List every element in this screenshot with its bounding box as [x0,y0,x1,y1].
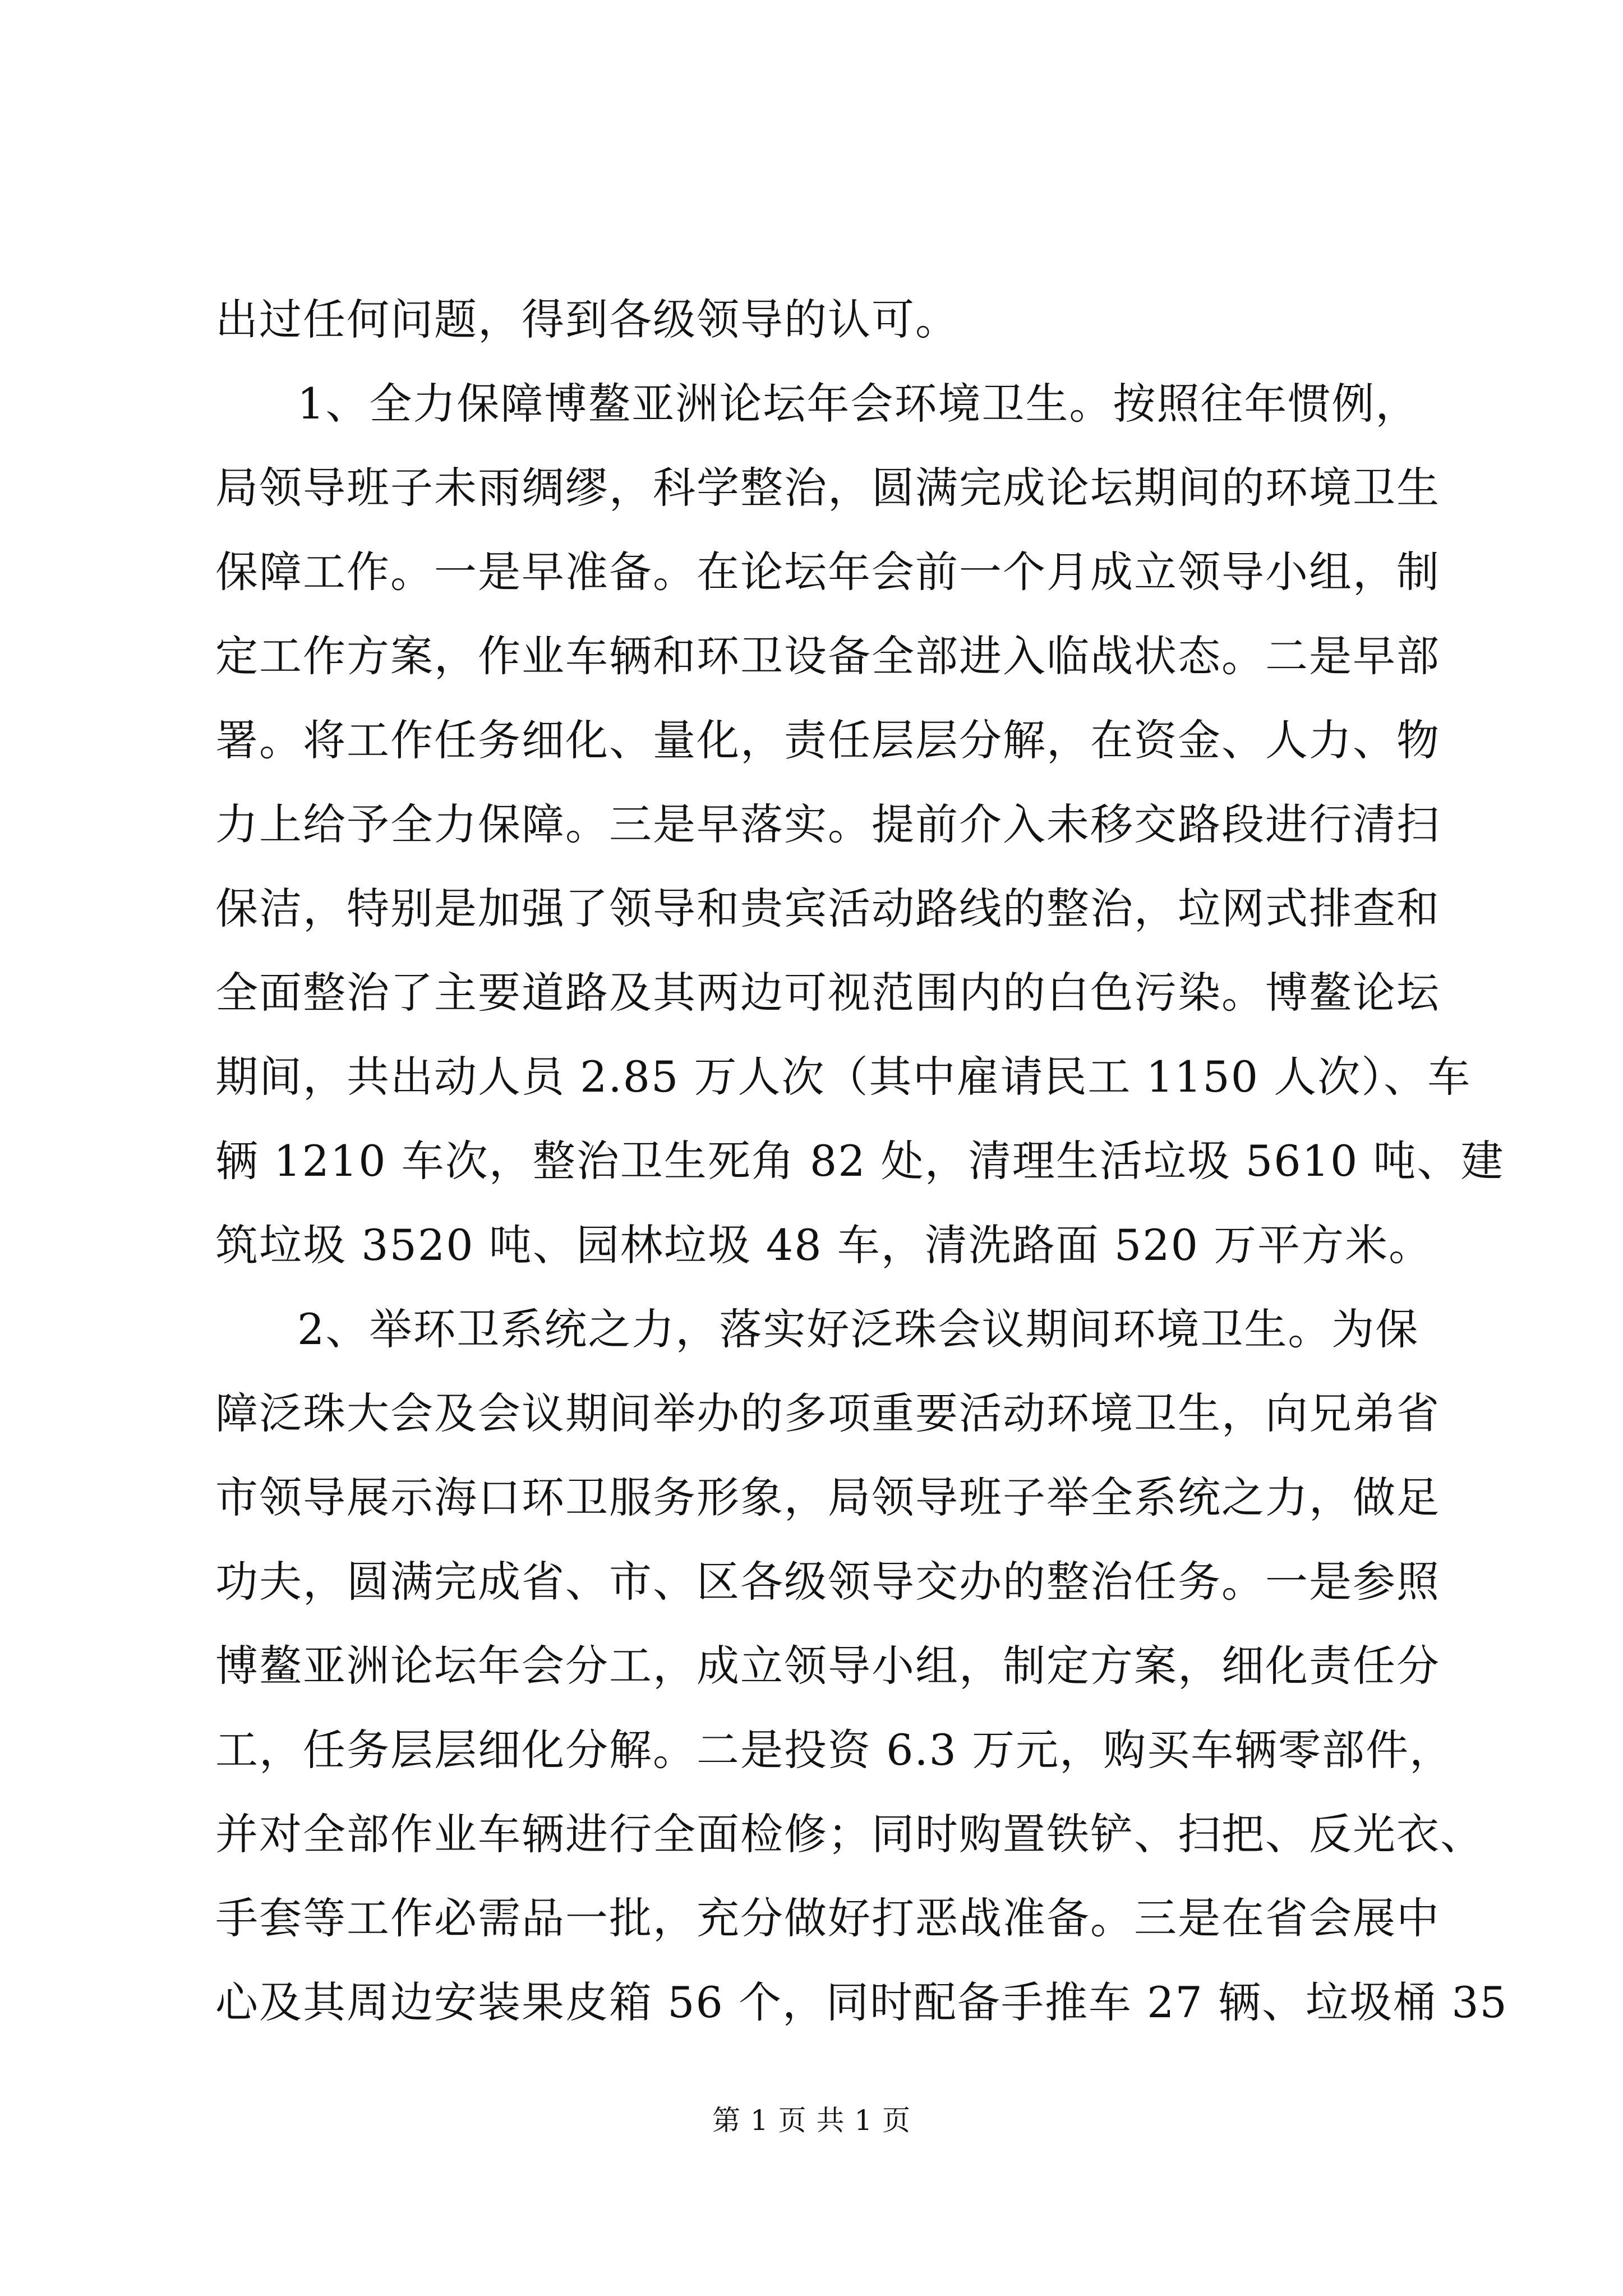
paragraph-line: 2、举环卫系统之力，落实好泛珠会议期间环境卫生。为保 [297,1304,1419,1354]
page-footer [0,2101,1623,2140]
paragraph-line: 辆 1210 车次，整治卫生死角 82 处，清理生活垃圾 5610 吨、建 [215,1136,1505,1186]
paragraph-line: 并对全部作业车辆进行全面检修；同时购置铁铲、扫把、反光衣、 [215,1809,1484,1859]
paragraph-line: 出过任何问题，得到各级领导的认可。 [215,295,959,344]
paragraph-line: 保洁，特别是加强了领导和贵宾活动路线的整治，垃网式排查和 [215,884,1440,933]
paragraph-line: 功夫，圆满完成省、市、区各级领导交办的整治任务。一是参照 [215,1557,1440,1607]
paragraph-line: 工，任务层层细化分解。二是投资 6.3 万元，购买车辆零部件， [215,1725,1454,1775]
paragraph-line: 全面整治了主要道路及其两边可视范围内的白色污染。博鳌论坛 [215,968,1440,1018]
paragraph-line: 保障工作。一是早准备。在论坛年会前一个月成立领导小组，制 [215,547,1440,597]
paragraph-line: 筑垃圾 3520 吨、园林垃圾 48 车，清洗路面 520 万平方米。 [215,1220,1433,1270]
paragraph-line: 1、全力保障博鳌亚洲论坛年会环境卫生。按照往年惯例， [297,379,1419,429]
paragraph-line: 心及其周边安装果皮箱 56 个，同时配备手推车 27 辆、垃圾桶 35 [215,1977,1508,2027]
paragraph-line: 署。将工作任务细化、量化，责任层层分解，在资金、人力、物 [215,715,1440,765]
paragraph-line: 市领导展示海口环卫服务形象，局领导班子举全系统之力，做足 [215,1473,1440,1522]
paragraph-line: 期间，共出动人员 2.85 万人次（其中雇请民工 1150 人次）、车 [215,1052,1472,1102]
page-number-label: 第 1 页 共 1 页 [712,2104,911,2137]
paragraph-line: 博鳌亚洲论坛年会分工，成立领导小组，制定方案，细化责任分 [215,1641,1440,1691]
paragraph-line: 局领导班子未雨绸缪，科学整治，圆满完成论坛期间的环境卫生 [215,463,1440,513]
paragraph-line: 障泛珠大会及会议期间举办的多项重要活动环境卫生，向兄弟省 [215,1388,1440,1438]
paragraph-line: 力上给予全力保障。三是早落实。提前介入未移交路段进行清扫 [215,799,1440,849]
paragraph-line: 定工作方案，作业车辆和环卫设备全部进入临战状态。二是早部 [215,631,1440,681]
paragraph-line: 手套等工作必需品一批，充分做好打恶战准备。三是在省会展中 [215,1893,1440,1943]
